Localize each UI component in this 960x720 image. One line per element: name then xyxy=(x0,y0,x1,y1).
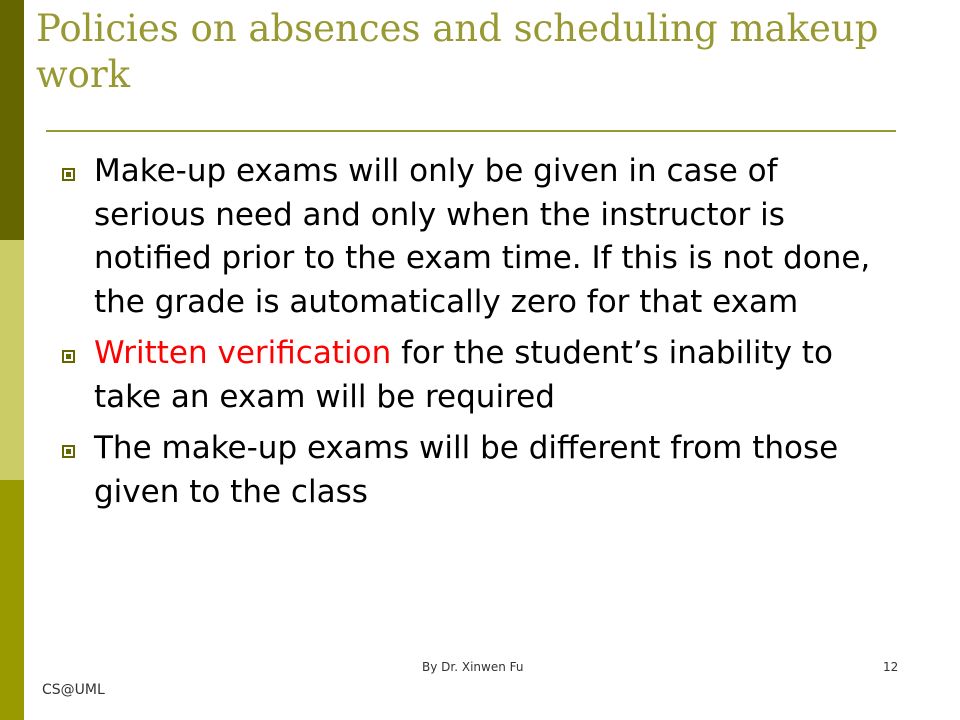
footer-author: By Dr. Xinwen Fu xyxy=(422,660,524,674)
footer-org: CS@UML xyxy=(42,682,105,698)
bullet-highlight-text: Written verification xyxy=(94,335,392,371)
bullet-text: The make-up exams will be different from those given to the class xyxy=(94,430,839,510)
square-bullet-icon xyxy=(62,445,75,458)
side-bar-bottom xyxy=(0,480,24,720)
square-bullet-icon xyxy=(62,350,75,363)
title-divider xyxy=(46,130,896,132)
side-bar-top xyxy=(0,0,24,240)
footer-page-number: 12 xyxy=(883,660,899,674)
side-bar-middle xyxy=(0,240,24,480)
bullet-text: for the student’s inability to take an exam will be required xyxy=(94,335,833,415)
bullet-text: Make-up exams will only be given in case of serious need and only when the instructor is notified prior to the exam time. If this is not done, the grade is automatically zero for that exam xyxy=(94,153,871,320)
square-bullet-icon xyxy=(62,168,75,181)
slide-title: Policies on absences and scheduling makeup work xyxy=(36,7,879,96)
bullet-item-different-exams xyxy=(62,427,892,514)
bullet-item-makeup-exams xyxy=(62,150,892,324)
bullet-list xyxy=(62,150,892,522)
bullet-item-written-verification xyxy=(62,332,892,419)
